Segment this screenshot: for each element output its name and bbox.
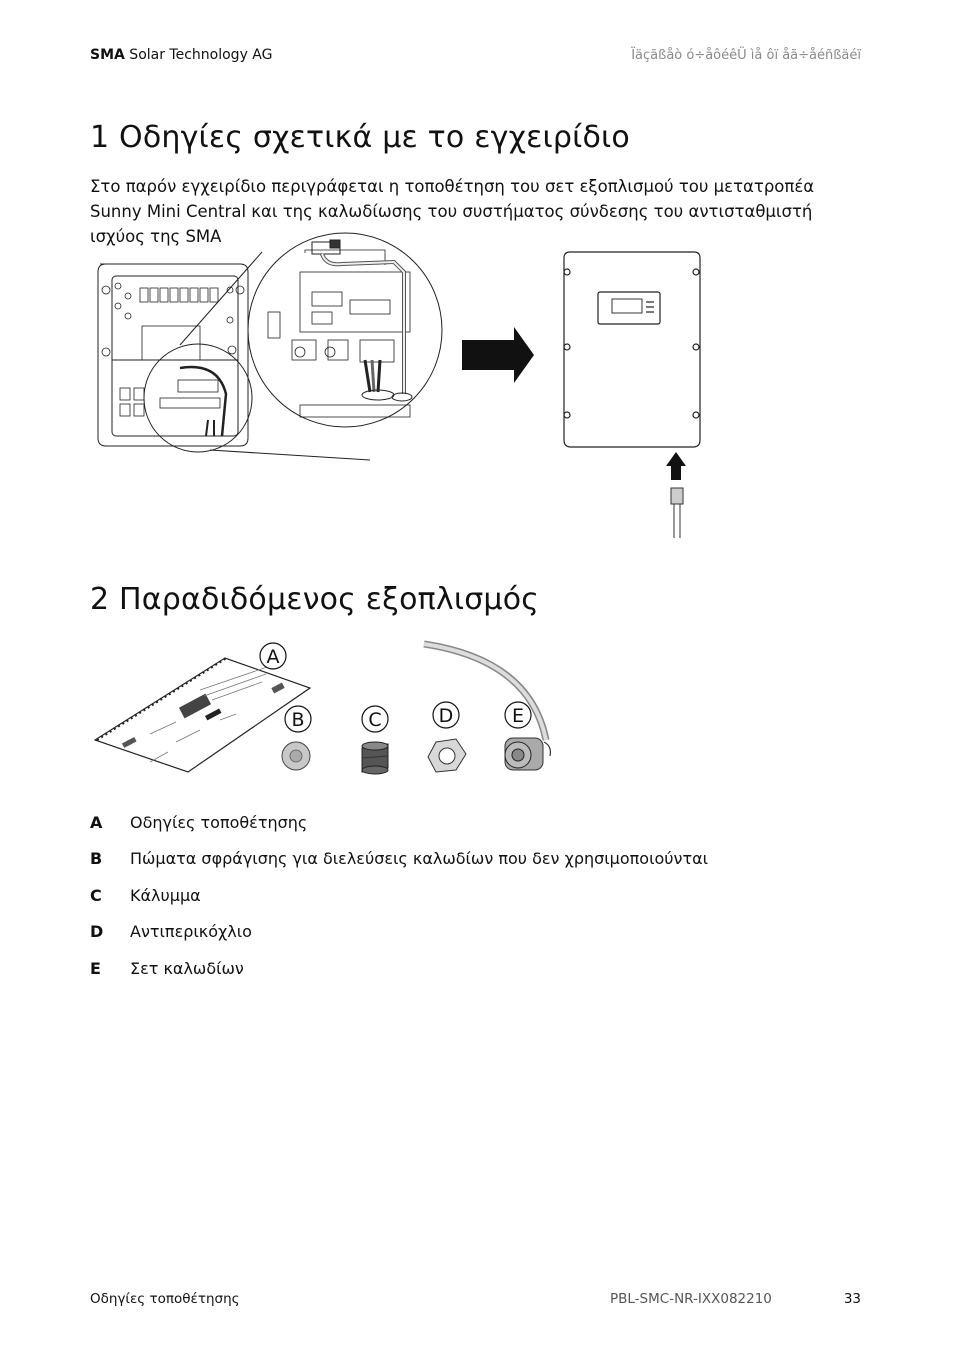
list-item-label: Πώματα σφράγισης για διελεύσεις καλωδίων που δεν χρησιμοποιούνται	[130, 849, 709, 869]
callout-b: B	[291, 709, 305, 731]
list-item	[90, 950, 850, 987]
list-item-key: E	[90, 958, 101, 978]
cap-illustration	[362, 742, 388, 774]
callout-a: A	[266, 646, 280, 668]
list-item-label: Αντιπερικόχλιο	[130, 922, 252, 942]
section-1-heading: 1 Οδηγίες σχετικά με το εγχειρίδιο	[90, 120, 630, 155]
list-item	[90, 841, 850, 878]
list-item-label: Κάλυμμα	[130, 885, 201, 905]
list-item-label: Σετ καλωδίων	[130, 958, 244, 978]
header-company-rest: Solar Technology AG	[124, 47, 273, 63]
list-item	[90, 914, 850, 951]
list-item	[90, 804, 850, 841]
sealing-plug-illustration	[282, 742, 310, 770]
list-item-key: D	[90, 922, 104, 942]
counter-nut-illustration	[428, 739, 466, 772]
footer-document-code: PBL-SMC-NR-IXX082210	[610, 1291, 772, 1307]
callout-e: E	[511, 705, 525, 727]
footer-document-title: Οδηγίες τοποθέτησης	[90, 1291, 240, 1307]
list-item-key: B	[90, 849, 103, 869]
footer-page-number: 33	[843, 1291, 861, 1307]
list-item-key: C	[90, 885, 102, 905]
section-1-body: Στο παρόν εγχειρίδιο περιγράφεται η τοποθέτηση του σετ εξοπλισμού του μετατροπέα Sunny Mini Central και της καλωδίωσης του συστήματος σύνδεσης του αντισταθμιστή ισχύος της SMA	[90, 177, 815, 246]
callout-c: C	[368, 709, 382, 731]
header-company-bold: SMA	[90, 47, 125, 63]
equipment-list	[90, 804, 850, 987]
header-section-title: Ïäçãßåò ó÷åôéêÜ ìå ôï åã÷åéñßäéï	[631, 48, 861, 63]
list-item	[90, 877, 850, 914]
installation-guide-illustration	[95, 657, 310, 772]
section-2-heading: 2 Παραδιδόμενος εξοπλισμός	[90, 582, 540, 617]
callout-d: D	[438, 705, 454, 727]
list-item-label: Οδηγίες τοποθέτησης	[130, 812, 308, 832]
list-item-key: A	[90, 812, 103, 832]
